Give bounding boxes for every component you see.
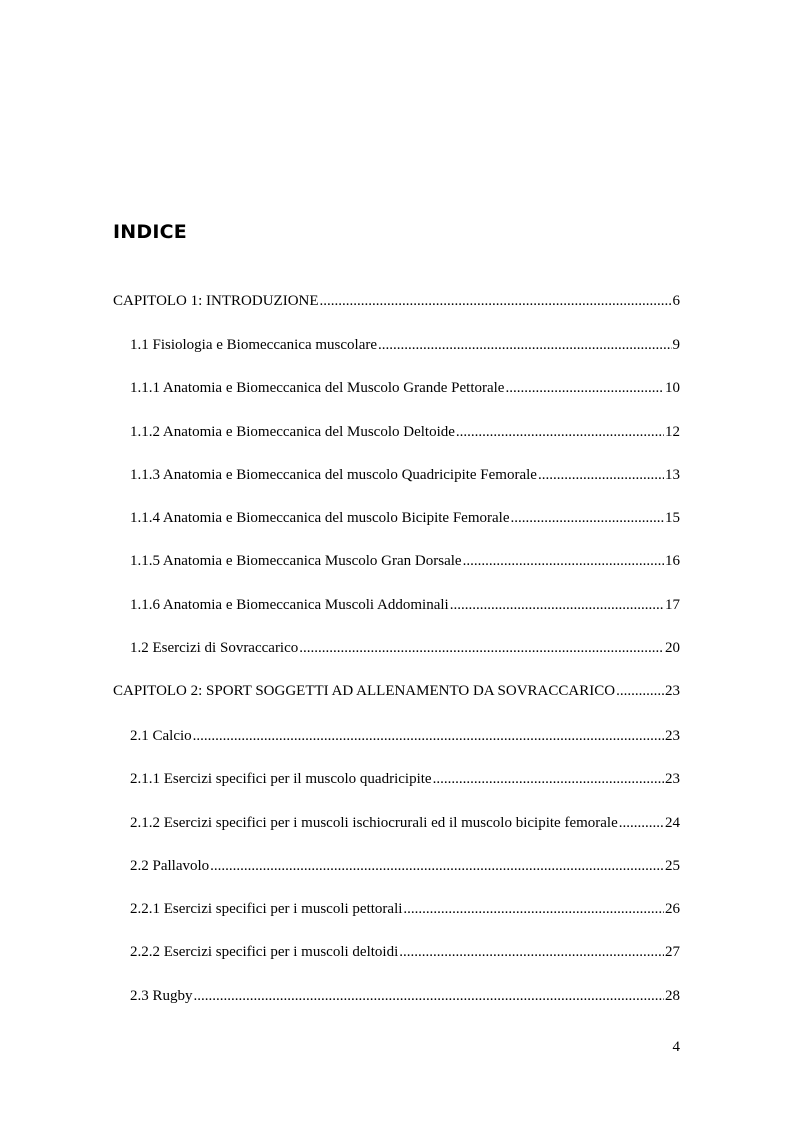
toc-entry-page: 26 xyxy=(665,901,680,917)
toc-entry-title: 2.3 Rugby xyxy=(130,988,193,1004)
toc-entry-page: 23 xyxy=(665,683,680,699)
toc-dot-leader xyxy=(456,422,664,442)
toc-entry-page: 28 xyxy=(665,988,680,1004)
toc-entry-page: 16 xyxy=(665,553,680,569)
toc-entry-title: 1.1.3 Anatomia e Biomeccanica del muscolo Quadricipite Femorale xyxy=(130,467,537,483)
toc-dot-leader xyxy=(194,986,664,1006)
toc-dot-leader xyxy=(450,595,664,615)
toc-entry-chapter-2[interactable] xyxy=(113,681,680,701)
toc-entry-page: 27 xyxy=(665,944,680,960)
toc-entry-1-1-2[interactable] xyxy=(130,422,680,442)
toc-entry-1-1-5[interactable] xyxy=(130,551,680,571)
toc-entry-1-1-6[interactable] xyxy=(130,595,680,615)
toc-entry-2-3[interactable] xyxy=(130,986,680,1006)
toc-entry-page: 23 xyxy=(665,771,680,787)
toc-entry-page: 23 xyxy=(665,728,680,744)
toc-dot-leader xyxy=(299,638,664,658)
toc-entry-title: CAPITOLO 2: SPORT SOGGETTI AD ALLENAMENTO DA SOVRACCARICO xyxy=(113,683,616,699)
toc-entry-1-1-1[interactable] xyxy=(130,378,680,398)
toc-dot-leader xyxy=(463,551,664,571)
toc-entry-1-1[interactable] xyxy=(130,335,680,355)
toc-entry-page: 12 xyxy=(665,424,680,440)
toc-dot-leader xyxy=(210,856,664,876)
page-number: 4 xyxy=(672,1039,680,1055)
toc-entry-title: 2.1.2 Esercizi specifici per i muscoli ischiocrurali ed il muscolo bicipite femorale xyxy=(130,815,618,831)
toc-entry-title: 2.1.1 Esercizi specifici per il muscolo quadricipite xyxy=(130,771,432,787)
toc-entry-2-2[interactable] xyxy=(130,856,680,876)
toc-dot-leader xyxy=(378,335,671,355)
toc-entry-title: 2.2.2 Esercizi specifici per i muscoli deltoidi xyxy=(130,944,399,960)
toc-entry-1-1-4[interactable] xyxy=(130,508,680,528)
toc-entry-title: 2.1 Calcio xyxy=(130,728,192,744)
toc-dot-leader xyxy=(616,681,664,701)
toc-entry-page: 13 xyxy=(665,467,680,483)
toc-dot-leader xyxy=(619,813,664,833)
toc-entry-page: 24 xyxy=(665,815,680,831)
toc-heading: INDICE xyxy=(113,221,187,243)
toc-entry-title: 1.1.2 Anatomia e Biomeccanica del Muscolo Deltoide xyxy=(130,424,455,440)
toc-dot-leader xyxy=(399,942,664,962)
toc-entry-title: 1.1 Fisiologia e Biomeccanica muscolare xyxy=(130,337,378,353)
toc-entry-page: 9 xyxy=(672,337,680,353)
toc-entry-2-1[interactable] xyxy=(130,726,680,746)
toc-entry-title: 2.2 Pallavolo xyxy=(130,858,210,874)
toc-entry-page: 6 xyxy=(672,293,680,309)
toc-entry-title: 1.1.6 Anatomia e Biomeccanica Muscoli Addominali xyxy=(130,597,449,613)
toc-entry-title: CAPITOLO 1: INTRODUZIONE xyxy=(113,293,319,309)
toc-entry-title: 1.1.4 Anatomia e Biomeccanica del muscolo Bicipite Femorale xyxy=(130,510,510,526)
toc-dot-leader xyxy=(538,465,664,485)
toc-entry-page: 17 xyxy=(665,597,680,613)
toc-dot-leader xyxy=(193,726,664,746)
toc-entry-1-1-3[interactable] xyxy=(130,465,680,485)
toc-entry-title: 1.1.5 Anatomia e Biomeccanica Muscolo Gran Dorsale xyxy=(130,553,462,569)
toc-entry-title: 1.1.1 Anatomia e Biomeccanica del Muscolo Grande Pettorale xyxy=(130,380,505,396)
toc-entry-page: 15 xyxy=(665,510,680,526)
toc-dot-leader xyxy=(505,378,664,398)
toc-dot-leader xyxy=(433,769,664,789)
toc-dot-leader xyxy=(403,899,664,919)
toc-entry-2-2-2[interactable] xyxy=(130,942,680,962)
toc-entry-title: 2.2.1 Esercizi specifici per i muscoli pettorali xyxy=(130,901,403,917)
toc-entry-2-1-1[interactable] xyxy=(130,769,680,789)
toc-entry-chapter-1[interactable] xyxy=(113,291,680,311)
toc-entry-2-1-2[interactable] xyxy=(130,813,680,833)
toc-entry-page: 20 xyxy=(665,640,680,656)
toc-dot-leader xyxy=(320,291,672,311)
toc-entry-page: 10 xyxy=(665,380,680,396)
toc-entry-page: 25 xyxy=(665,858,680,874)
toc-dot-leader xyxy=(510,508,664,528)
toc-entry-1-2[interactable] xyxy=(130,638,680,658)
toc-entry-2-2-1[interactable] xyxy=(130,899,680,919)
toc-entry-title: 1.2 Esercizi di Sovraccarico xyxy=(130,640,299,656)
